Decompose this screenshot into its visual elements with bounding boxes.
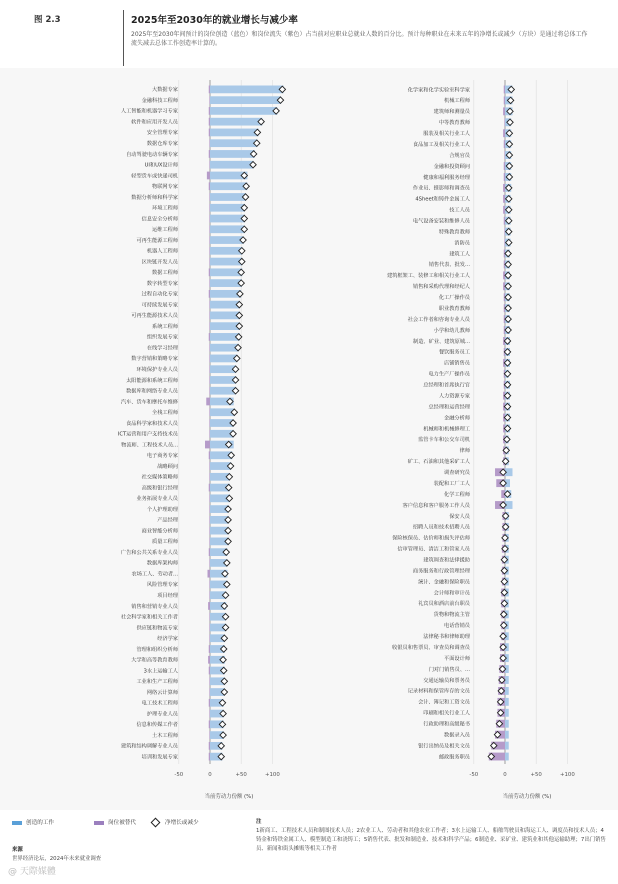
displaced-bar [209,473,210,481]
displaced-bar [209,268,210,276]
displaced-bar [209,634,210,642]
displaced-bar [209,118,210,126]
displaced-bar [209,699,210,707]
chart-notes [256,818,606,854]
displaced-bar [209,677,210,685]
displaced-bar [209,193,210,201]
displaced-bar [504,118,505,126]
created-bar [505,753,509,761]
category-label: 工业和生产工程师 [136,679,178,686]
displaced-bar [209,225,210,233]
category-label: 总经理和运营经理 [428,404,470,411]
category-label: 大学和高等教育教师 [131,657,178,664]
category-label: 自动驾驶电动车辆专家 [126,151,178,158]
category-label: 在线学习经理 [146,345,178,352]
source-heading: 来源 [12,847,23,853]
displaced-bar [209,247,210,255]
category-label: 矿工、石油和其他采矿工人 [407,459,470,466]
category-label: 农场工人、劳动者... [131,571,178,578]
created-bar [210,215,245,223]
displaced-bar [209,581,210,589]
category-label: 货物和物流主管 [433,612,470,619]
category-label: 招聘人员和技术招聘人员 [412,524,470,531]
created-bar [210,204,245,212]
category-label: 化学工程师 [444,491,470,498]
displaced-bar [503,195,505,203]
created-bar [210,182,247,190]
category-label: 社交媒体策略师 [141,474,178,481]
category-label: 护理专业人员 [146,711,178,718]
category-label: 系统工程师 [152,323,178,330]
category-label: 中等教育教师 [438,120,470,127]
x-axis-label: 当前劳动力份额 (%) [502,794,552,800]
displaced-bar [209,387,210,395]
category-label: 化学家和化学实验室科学家 [407,87,470,94]
displaced-bar [209,710,210,718]
category-label: 礼宾员和酒店前台职员 [418,601,470,608]
category-label: 培训和发展专家 [141,754,178,761]
legend-label-net: 净增长或减少 [165,820,199,826]
category-label: 战略顾问 [157,463,178,470]
category-label: 会计、簿记和工资文员 [418,699,470,706]
displaced-bar [209,624,210,632]
x-tick-label: -50 [174,772,184,778]
category-label: 环境工程师 [152,205,178,212]
category-label: 网络云计算师 [146,689,178,696]
category-label: 监管卡车和公交车司机 [418,437,470,444]
category-label: 电话营销员 [444,623,470,630]
x-tick-label: +100 [264,772,280,778]
displaced-bar [209,430,210,438]
displaced-bar [209,516,210,524]
displaced-bar [209,591,210,599]
category-label: 销售和营销专业人员 [131,603,178,610]
category-label: 质量工程师 [152,539,178,546]
category-label: 作业员、摄影师和调查员 [412,185,470,192]
category-label: 建筑工人 [449,251,470,258]
legend-item-created [12,818,54,826]
category-label: 数据工程师 [152,270,178,277]
displaced-bar [209,462,210,470]
displaced-bar [504,86,505,94]
category-label: 银行出纳员及相关文员 [418,743,470,750]
displaced-bar [209,419,210,427]
chart-svg [0,68,618,810]
category-label: 大数据专家 [152,87,178,94]
created-bar [505,698,509,706]
category-label: 会计师和审计员 [433,590,470,597]
category-label: 管理和组织分析师 [136,646,178,653]
category-label: 汽车、货车和摩托车维修 [120,399,178,406]
displaced-bar [503,206,505,214]
displaced-bar [209,720,210,728]
displaced-bar [209,161,210,169]
displaced-bar [209,182,210,190]
displaced-bar [209,494,210,502]
category-label: 机械工程师 [444,98,470,105]
displaced-bar [209,150,210,158]
displaced-bar [206,398,210,406]
category-label: 运维工程师 [152,227,178,234]
category-label: 法律秘书和律师助理 [423,634,470,641]
displaced-bar [209,408,210,416]
displaced-bar [209,355,210,363]
x-tick-label: +50 [530,772,542,778]
category-label: 可再生能源技术人员 [131,313,178,320]
category-label: 电子商务专家 [146,453,178,460]
created-bar [210,150,255,158]
category-label: 个人护理助理 [146,506,178,513]
displaced-bar [209,215,210,223]
displaced-bar [208,570,210,578]
category-label: 印刷和相关行业工人 [423,710,470,717]
category-label: 金融科技工程师 [141,97,178,104]
category-label: 销售代表、批发... [428,262,470,269]
category-label: 食品科学家和技术人员 [126,420,178,427]
displaced-bar [209,538,210,546]
displaced-bar [209,290,210,298]
displaced-bar [207,172,210,180]
category-label: 数据库架构师 [146,560,178,567]
created-bar [210,161,254,169]
category-label: 业务拓展专业人员 [136,496,178,503]
category-label: 机械师和机械修理工 [423,426,470,433]
diamond-icon [151,818,161,828]
chart-title: 2025年至2030年的就业增长与减少率 [131,15,298,26]
category-label: 物联网专家 [152,184,178,191]
created-bar [210,225,245,233]
category-label: 门对门销售员、... [428,666,470,673]
category-label: 过程自动化专家 [141,291,178,298]
category-label: 信息安全分析师 [141,216,178,223]
category-label: 制造、矿业、建筑原城... [413,338,470,345]
category-label: 物流师、工程技术人员... [121,442,178,449]
category-label: 轻型货车或快递司机 [131,173,178,180]
category-label: 组织发展专家 [146,334,178,341]
created-bar [505,720,509,728]
category-label: 高级和银行经理 [141,485,178,492]
created-bar [210,279,242,287]
displaced-bar [209,613,210,621]
watermark: @ 天際媒體 [8,867,56,877]
category-label: 店铺销售员 [444,360,470,367]
category-label: UI和UX设计师 [144,162,178,169]
created-bar [505,709,509,717]
category-label: 建筑框架工、装修工和相关行业工人 [386,273,470,280]
created-bar [210,322,240,330]
category-label: 电工技术工程师 [141,700,178,707]
notes-heading: 注 [256,819,262,825]
displaced-bar [504,173,505,181]
category-label: 小学和幼儿教师 [433,327,470,334]
displaced-bar [209,376,210,384]
category-label: 风险管理专家 [146,582,178,589]
created-bar [210,312,240,320]
category-label: 数字营销和策略专家 [131,356,178,363]
category-label: 环境保护专业人员 [136,366,178,373]
category-label: 保安人员 [449,513,470,520]
displaced-bar [209,96,210,104]
displaced-bar [209,753,210,761]
category-label: 服装及相关行业工人 [423,131,470,138]
category-label: 数据库和网络专业人员 [126,388,178,395]
category-label: 总经理和首席执行官 [423,382,470,389]
category-label: 律师 [459,448,470,455]
x-tick-label: 0 [503,772,507,778]
created-bar [210,107,277,115]
created-bar [505,731,509,739]
displaced-bar [209,527,210,535]
category-label: 收银员和售票员、审查员和调查员 [392,644,470,651]
displaced-bar [504,162,505,170]
created-bar [210,247,242,255]
category-label: 太阳能源和系统工程师 [126,377,178,384]
displaced-bar [209,548,210,556]
legend-swatch-displaced [94,821,104,825]
figure-number: 图 2.3 [34,15,61,25]
displaced-bar [209,301,210,309]
legend-item-net [152,818,199,826]
category-label: 保险核保员、估价师和损失评估师 [392,535,470,542]
created-bar [210,193,246,201]
displaced-bar [208,602,210,610]
displaced-bar [504,140,505,148]
category-label: 特殊教育教师 [438,229,470,236]
header-divider [123,10,124,66]
legend-swatch-created [12,821,22,825]
category-label: 商业智能分析师 [141,528,178,535]
displaced-bar [209,322,210,330]
category-label: 可持续发展专家 [141,302,178,309]
chart-subtitle: 2025年至2030年间预计的岗位创造（蓝色）和岗位流失（紫色）占当前对应职业总就业人数的百分比。预计每种职业在未来五年的净增长或减少（方块）是通过将总体工作流失减去总体工作创造率计算的。 [131,31,588,47]
displaced-bar [209,204,210,212]
category-label: 建筑调查和法律援助 [423,557,470,564]
category-label: 数据分析师和科学家 [131,194,178,201]
displaced-bar [209,258,210,266]
displaced-bar [209,742,210,750]
displaced-bar [209,107,210,115]
created-bar [210,118,262,126]
displaced-bar [504,217,505,225]
displaced-bar [209,365,210,373]
legend-item-displaced [94,818,136,826]
created-bar [210,86,284,94]
displaced-bar [209,688,210,696]
created-bar [210,236,244,244]
displaced-bar [209,139,210,147]
displaced-bar [209,129,210,137]
category-label: 数字转型专家 [146,280,178,287]
figure-header [0,0,618,66]
category-label: 4Sheet和铸件金属工人 [415,196,470,203]
created-bar [210,129,259,137]
displaced-bar [209,484,210,492]
chart-area [0,68,618,810]
category-label: 可再生能源工程师 [136,237,178,244]
category-label: 商务服务和行政管理经理 [412,568,470,575]
displaced-bar [209,333,210,341]
category-label: 人工智能和机器学习专家 [120,108,178,115]
category-label: 建筑和结构调解专业人员 [120,743,178,750]
category-label: 餐饮服务员工 [438,349,470,356]
created-bar [505,742,509,750]
created-bar [210,301,240,309]
category-label: 金融分析师 [444,415,470,422]
category-label: 邮政服务职员 [438,754,470,761]
displaced-bar [209,279,210,287]
notes-text: 1新商工、工程技术人员和制图技术人员；2农业工人、劳动者和其他农业工作者；3水上运输工人、船舶驾驶员和海运工人、调度员和技术人员；4铸金和铸铁金属工人、模型制造工和浇铸工；5销售代表、批发和制造业、技术和科学产品；6制造业、采矿业、建筑业和其他运输助理；7出门销售员、新闻和街头摊贩等相关工作者 [256,828,606,852]
created-bar [210,96,281,104]
category-label: 记录材料和保管库存的文员 [407,688,470,695]
category-label: 交通运输员和票务员 [423,677,470,684]
displaced-bar [208,656,210,664]
category-label: 平面设计师 [444,655,470,662]
x-tick-label: -50 [469,772,479,778]
displaced-bar [209,505,210,513]
displaced-bar [209,667,210,675]
category-label: 统计、金融和保险职员 [418,579,470,586]
category-label: 职业教育教师 [438,305,470,312]
category-label: 区块链开发人员 [141,259,178,266]
category-label: 土木工程师 [152,732,178,739]
category-label: 信审管理员、清洁工和管家人员 [397,546,470,553]
category-label: 消防员 [454,240,470,247]
category-label: 调查研究员 [444,470,470,477]
category-label: 全栈工程师 [152,410,178,417]
category-label: 食品加工及相关行业工人 [412,141,470,148]
created-bar [210,139,257,147]
displaced-bar [209,559,210,567]
category-label: 电力生产厂操作员 [428,371,470,378]
category-label: 技工人员 [449,207,470,214]
category-label: 行政助理和高级秘书 [423,721,470,728]
category-label: 信息和传媒工作者 [136,722,178,729]
displaced-bar [504,151,505,159]
category-label: 销售和采购代理和经纪人 [412,284,470,291]
displaced-bar [503,184,505,192]
legend-label-displaced: 岗位被替代 [108,820,136,826]
category-label: 装配和工厂工人 [433,480,470,487]
x-axis-label: 当前劳动力份额 (%) [204,794,254,800]
category-label: 客户信息和客户服务工作人员 [402,502,470,509]
category-label: 化工厂操作员 [438,295,470,302]
created-bar [505,687,509,695]
category-label: 社会科学家和相关工作者 [120,614,178,621]
category-label: 产品经理 [157,517,178,524]
x-tick-label: +50 [235,772,247,778]
x-tick-label: 0 [208,772,212,778]
category-label: 3水上运输工人 [143,668,178,675]
category-label: 金融和投资顾问 [433,163,470,170]
displaced-bar [504,96,505,104]
category-label: 合规官员 [449,152,470,159]
displaced-bar [209,645,210,653]
category-label: 供应链和物流专家 [136,625,178,632]
category-label: 健康和福利服务经理 [423,174,470,181]
legend-label-created: 创造的工作 [26,820,54,826]
displaced-bar [503,107,505,115]
category-label: ICT运营和用户支持技术员 [117,431,178,438]
chart-source [12,846,232,864]
category-label: 软件和应用开发人员 [131,119,178,126]
category-label: 人力资源专家 [438,393,470,400]
category-label: 数据仓库专家 [146,140,178,147]
displaced-bar [209,86,210,94]
displaced-bar [209,312,210,320]
created-bar [210,258,242,266]
x-tick-label: +100 [559,772,575,778]
source-text: 世界经济论坛，2024年未来就业调查 [12,856,102,862]
category-label: 数据录入员 [444,732,470,739]
category-label: 建筑师和测量员 [433,109,470,116]
category-label: 机器人工程师 [146,248,178,255]
category-label: 广告和公共关系专业人员 [120,549,178,556]
category-label: 项目经理 [157,592,178,599]
displaced-bar [209,731,210,739]
category-label: 安全管理专家 [146,130,178,137]
displaced-bar [209,451,210,459]
displaced-bar [209,344,210,352]
category-label: 电气设备安装和维修人员 [412,218,470,225]
category-label: 经济学家 [157,636,178,643]
displaced-bar [503,129,505,137]
category-label: 社会工作者和咨询专业人员 [407,316,470,323]
displaced-bar [205,441,210,449]
displaced-bar [209,236,210,244]
